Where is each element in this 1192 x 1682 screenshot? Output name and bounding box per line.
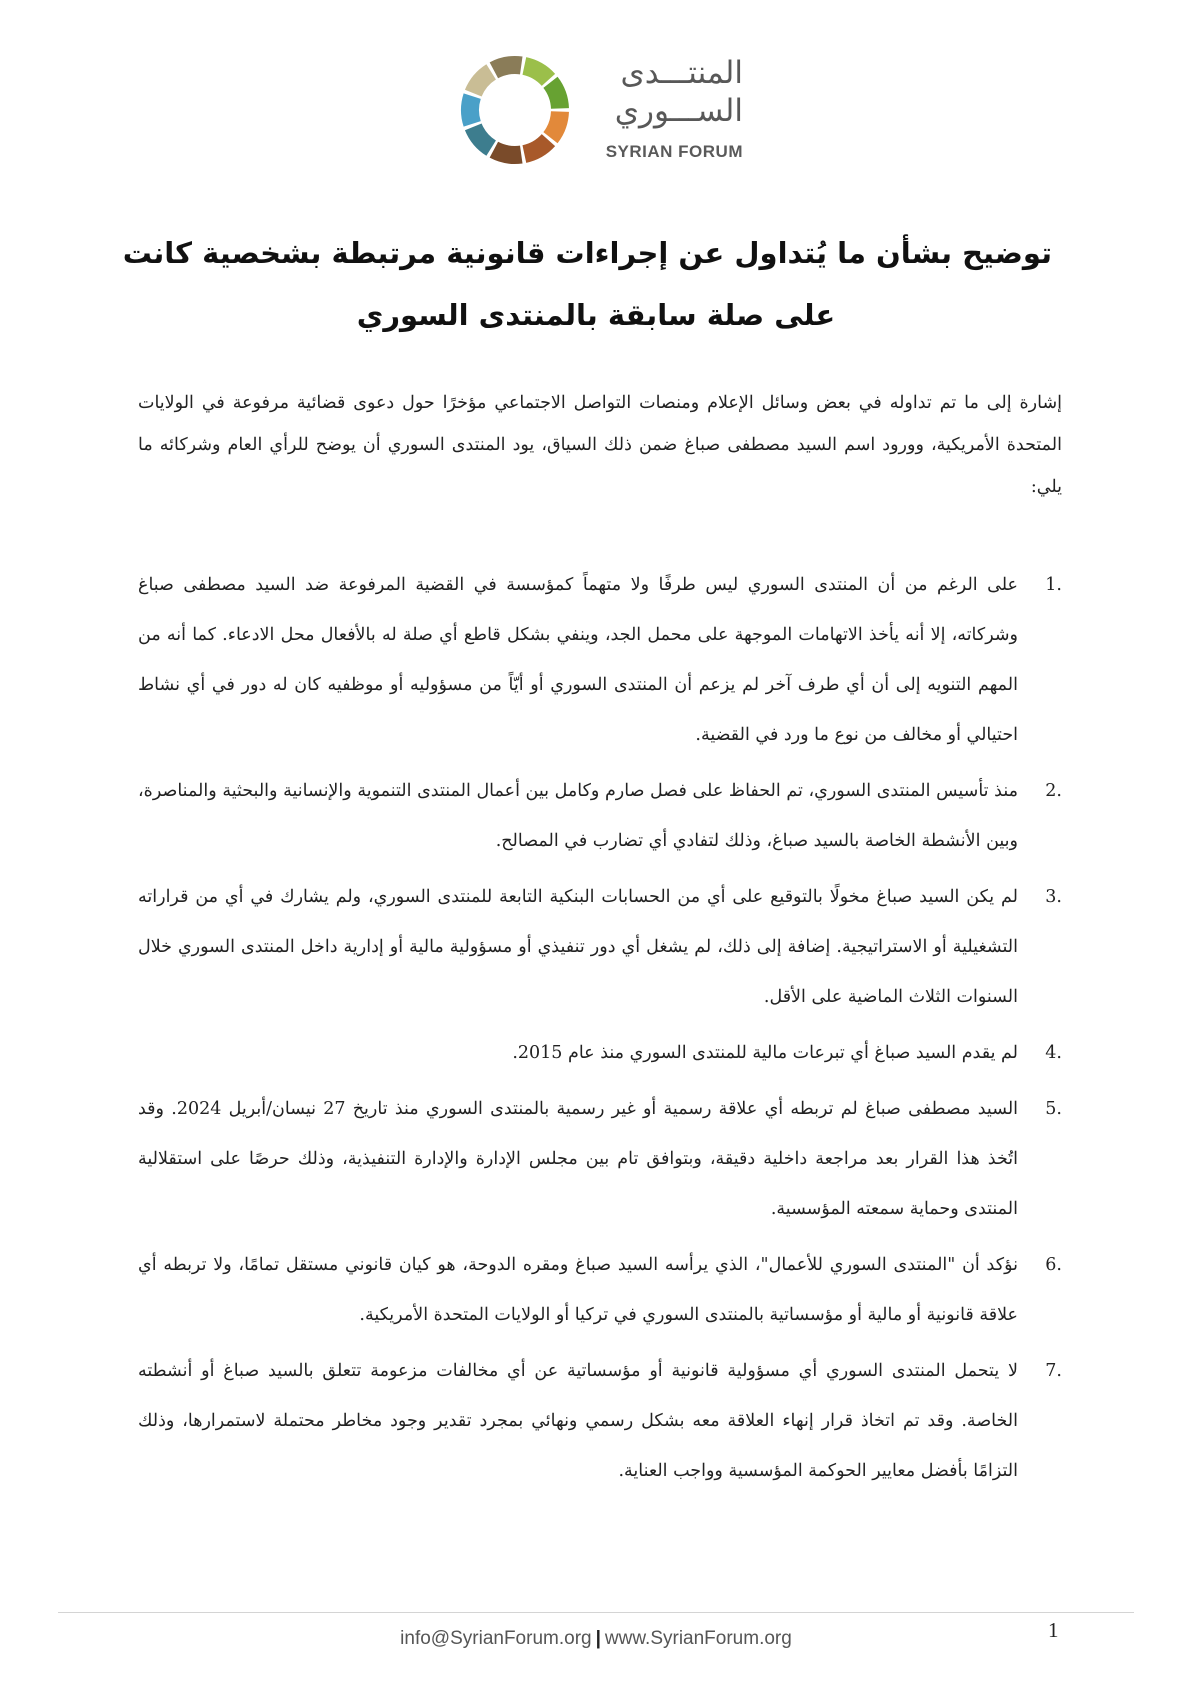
logo-ring-segment	[550, 82, 560, 108]
logo-arabic-line2: الســـوري	[614, 93, 743, 129]
point-item	[138, 766, 1062, 866]
title-line-1: توضيح بشأن ما يُتداول عن إجراءات قانونية مرتبطة بشخصية كانت	[122, 236, 1052, 270]
point-text: نؤكد أن "المنتدى السوري للأعمال"، الذي يرأسه السيد صباغ ومقره الدوحة، هو كيان قانوني مستقل تمامًا، ولا تربطه أي علاقة قانونية أو مالية أو مؤسساتية بالمنتدى السوري في تركيا أو الولايات المتحدة الأمريكية.	[138, 1255, 1018, 1325]
point-item	[138, 1346, 1062, 1496]
point-number: 2.	[1045, 781, 1062, 801]
logo-ring-icon	[455, 50, 575, 170]
point-item	[138, 1240, 1062, 1340]
point-item	[138, 1028, 1062, 1078]
point-item	[138, 560, 1062, 760]
footer-website-link[interactable]: www.SyrianForum.org	[604, 1628, 792, 1649]
point-item	[138, 1084, 1062, 1234]
point-number: 3.	[1045, 887, 1062, 907]
footer-separator: |	[595, 1628, 601, 1649]
logo-ring-segment	[473, 72, 491, 93]
logo-ring-segment	[524, 140, 548, 154]
logo-ring-segment	[470, 96, 472, 124]
page-number: 1	[1048, 1618, 1059, 1642]
title-line-2: على صلة سابقة بالمنتدى السوري	[356, 298, 836, 332]
point-number: 5.	[1045, 1099, 1062, 1119]
footer-email-link[interactable]: info@SyrianForum.org	[400, 1628, 592, 1649]
footer-contact	[0, 1628, 1192, 1650]
logo-arabic-line1: المنتـــدى	[620, 55, 743, 91]
point-number: 4.	[1045, 1043, 1062, 1063]
footer-divider	[58, 1612, 1134, 1613]
logo-ring-segment	[550, 112, 560, 138]
logo-text	[583, 54, 743, 166]
point-number: 7.	[1045, 1361, 1062, 1381]
point-text: لا يتحمل المنتدى السوري أي مسؤولية قانونية أو مؤسساتية عن أي مخالفات مزعومة تتعلق بالسيد صباغ أو أنشطته الخاصة. وقد تم اتخاذ قرار إنهاء العلاقة معه بشكل رسمي ونهائي بمجرد تقدير وجود مخاطر محتملة لاستمرارها، وذلك التزامًا بأفضل معايير الحوكمة المؤسسية وواجب العناية.	[138, 1361, 1018, 1481]
point-text: على الرغم من أن المنتدى السوري ليس طرفًا ولا متهماً كمؤسسة في القضية المرفوعة ضد السيد مصطفى صباغ وشركاته، إلا أنه يأخذ الاتهامات الموجهة على محمل الجد، وينفي بشكل قاطع أي صلة له بالأفعال محل الادعاء. كما أنه من المهم التنويه إلى أن أي طرف آخر لم يزعم أن المنتدى السوري أو أيّاً من مسؤوليه أو موظفيه كان له دور في أي نشاط احتيالي أو مخالف من نوع ما ورد في القضية.	[138, 575, 1018, 745]
point-number: 1.	[1045, 575, 1062, 595]
point-text: لم يقدم السيد صباغ أي تبرعات مالية للمنتدى السوري منذ عام 2015.	[512, 1043, 1018, 1063]
logo-ring-segment	[494, 150, 521, 155]
logo-ring-segment	[473, 127, 491, 148]
point-text: لم يكن السيد صباغ مخولًا بالتوقيع على أي من الحسابات البنكية التابعة للمنتدى السوري، ولم يشارك في أي من قراراته التشغيلية أو الاستراتيجية. إضافة إلى ذلك، لم يشغل أي دور تنفيذي أو مسؤولية مالية أو إدارية داخل المنتدى السوري خلال السنوات الثلاث الماضية على الأقل.	[138, 887, 1018, 1007]
numbered-points	[138, 560, 1062, 1502]
syrian-forum-logo	[455, 50, 745, 170]
logo-ring-segment	[524, 66, 548, 80]
point-number: 6.	[1045, 1255, 1062, 1275]
point-text: منذ تأسيس المنتدى السوري، تم الحفاظ على فصل صارم وكامل بين أعمال المنتدى التنموية والإنسانية والبحثية والمناصرة، وبين الأنشطة الخاصة بالسيد صباغ، وذلك لتفادي أي تضارب في المصالح.	[138, 781, 1018, 851]
point-text: السيد مصطفى صباغ لم تربطه أي علاقة رسمية أو غير رسمية بالمنتدى السوري منذ تاريخ 27 نيسان/أبريل 2024. وقد اتُخذ هذا القرار بعد مراجعة داخلية دقيقة، وبتوافق تام بين مجلس الإدارة والإدارة التنفيذية، وذلك حرصًا على استقلالية المنتدى وحماية سمعته المؤسسية.	[138, 1099, 1019, 1219]
logo-english-name: SYRIAN FORUM	[605, 142, 743, 161]
point-item	[138, 872, 1062, 1022]
logo-ring-segment	[494, 65, 521, 70]
intro-paragraph: إشارة إلى ما تم تداوله في بعض وسائل الإعلام ومنصات التواصل الاجتماعي مؤخرًا حول دعوى قضائية مرفوعة في الولايات المتحدة الأمريكية، وورود اسم السيد مصطفى صباغ ضمن ذلك السياق، يود المنتدى السوري أن يوضح للرأي العام وشركائه ما يلي:	[138, 393, 1062, 497]
document-title	[122, 222, 1052, 346]
